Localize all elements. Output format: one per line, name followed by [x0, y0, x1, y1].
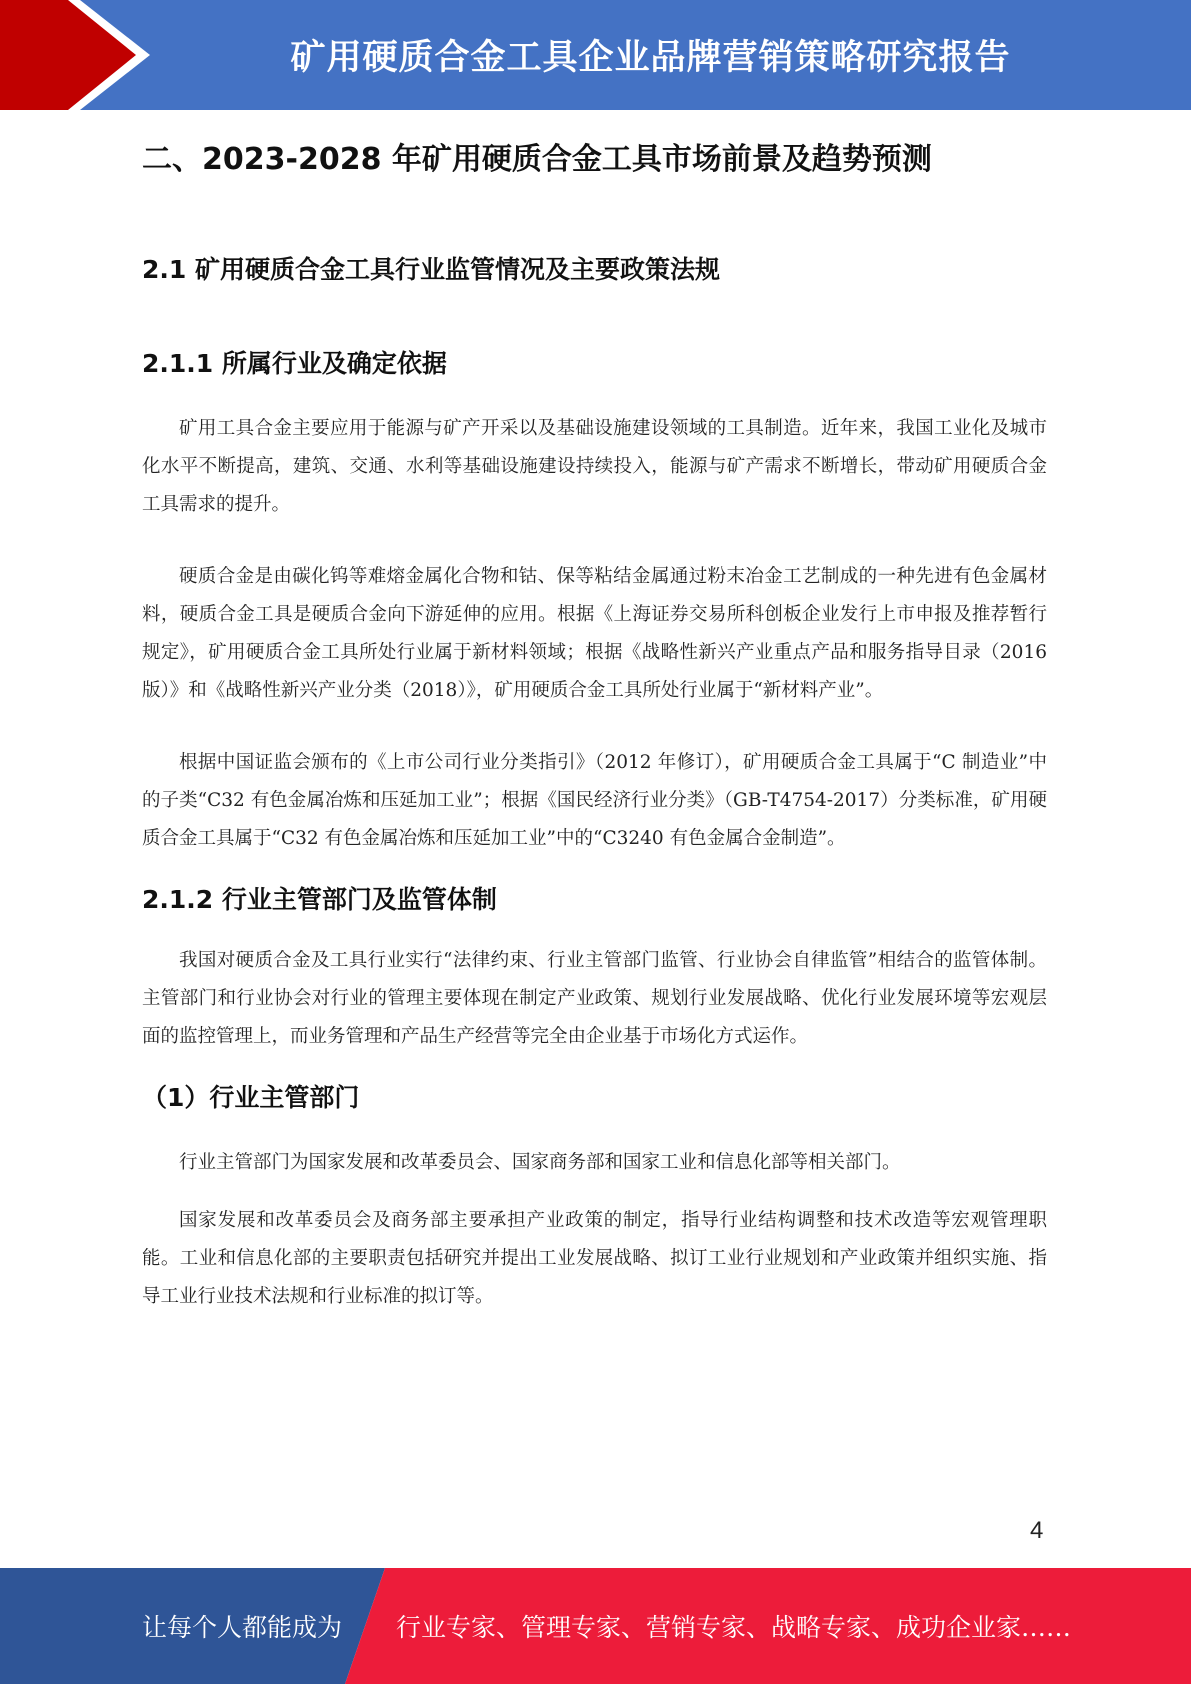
paragraph: 行业主管部门为国家发展和改革委员会、国家商务部和国家工业和信息化部等相关部门。	[179, 1152, 901, 1173]
page-number: 4	[1030, 1517, 1044, 1544]
footer-banner	[0, 1568, 1191, 1684]
paragraph: 国家发展和改革委员会及商务部主要承担产业政策的制定，指导行业结构调整和技术改造等宏观管理职能。工业和信息化部的主要职责包括研究并提出工业发展战略、拟订工业行业规划和产业政策并组织实施、指导工业行业技术法规和行业标准的拟订等。	[142, 1210, 1047, 1307]
header-red-chevron	[0, 0, 150, 110]
paragraph: 我国对硬质合金及工具行业实行“法律约束、行业主管部门监管、行业协会自律监管”相结合的监管体制。主管部门和行业协会对行业的管理主要体现在制定产业政策、规划行业发展战略、优化行业发展环境等宏观层面的监控管理上，而业务管理和产品生产经营等完全由企业基于市场化方式运作。	[142, 950, 1047, 1047]
paragraph: 矿用工具合金主要应用于能源与矿产开采以及基础设施建设领域的工具制造。近年来，我国工业化及城市化水平不断提高，建筑、交通、水利等基础设施建设持续投入，能源与矿产需求不断增长，带动矿用硬质合金工具需求的提升。	[142, 418, 1047, 515]
report-title: 矿用硬质合金工具企业品牌营销策略研究报告	[290, 38, 1011, 78]
header-banner	[0, 0, 1191, 110]
footer-slogan-left: 让每个人都能成为	[142, 1613, 343, 1642]
subsection-1-title: （1）行业主管部门	[142, 1083, 360, 1112]
footer-slogan-right: 行业专家、管理专家、营销专家、战略专家、成功企业家……	[396, 1613, 1072, 1642]
paragraph: 硬质合金是由碳化钨等难熔金属化合物和钴、保等粘结金属通过粉末冶金工艺制成的一种先进有色金属材料，硬质合金工具是硬质合金向下游延伸的应用。根据《上海证券交易所科创板企业发行上市申报及推荐暂行规定》，矿用硬质合金工具所处行业属于新材料领域；根据《战略性新兴产业重点产品和服务指导目录（2016 版）》和《战略性新兴产业分类（2018）》，矿用硬质合金工具所处行业属于“新材料产业”。	[142, 566, 1047, 701]
section-2-1-2-title: 2.1.2 行业主管部门及监管体制	[142, 885, 497, 914]
section-2-1-1-title: 2.1.1 所属行业及确定依据	[142, 349, 447, 378]
section-2-1-title: 2.1 矿用硬质合金工具行业监管情况及主要政策法规	[142, 255, 720, 284]
page-content	[142, 128, 1047, 1316]
chapter-title: 二、2023-2028 年矿用硬质合金工具市场前景及趋势预测	[142, 142, 932, 177]
paragraph: 根据中国证监会颁布的《上市公司行业分类指引》（2012 年修订），矿用硬质合金工具属于“C 制造业”中的子类“C32 有色金属冶炼和压延加工业”；根据《国民经济行业分类》（GB-T4754-2017）分类标准，矿用硬质合金工具属于“C32 有色金属冶炼和压延加工业”中的“C3240 有色金属合金制造”。	[142, 752, 1047, 849]
